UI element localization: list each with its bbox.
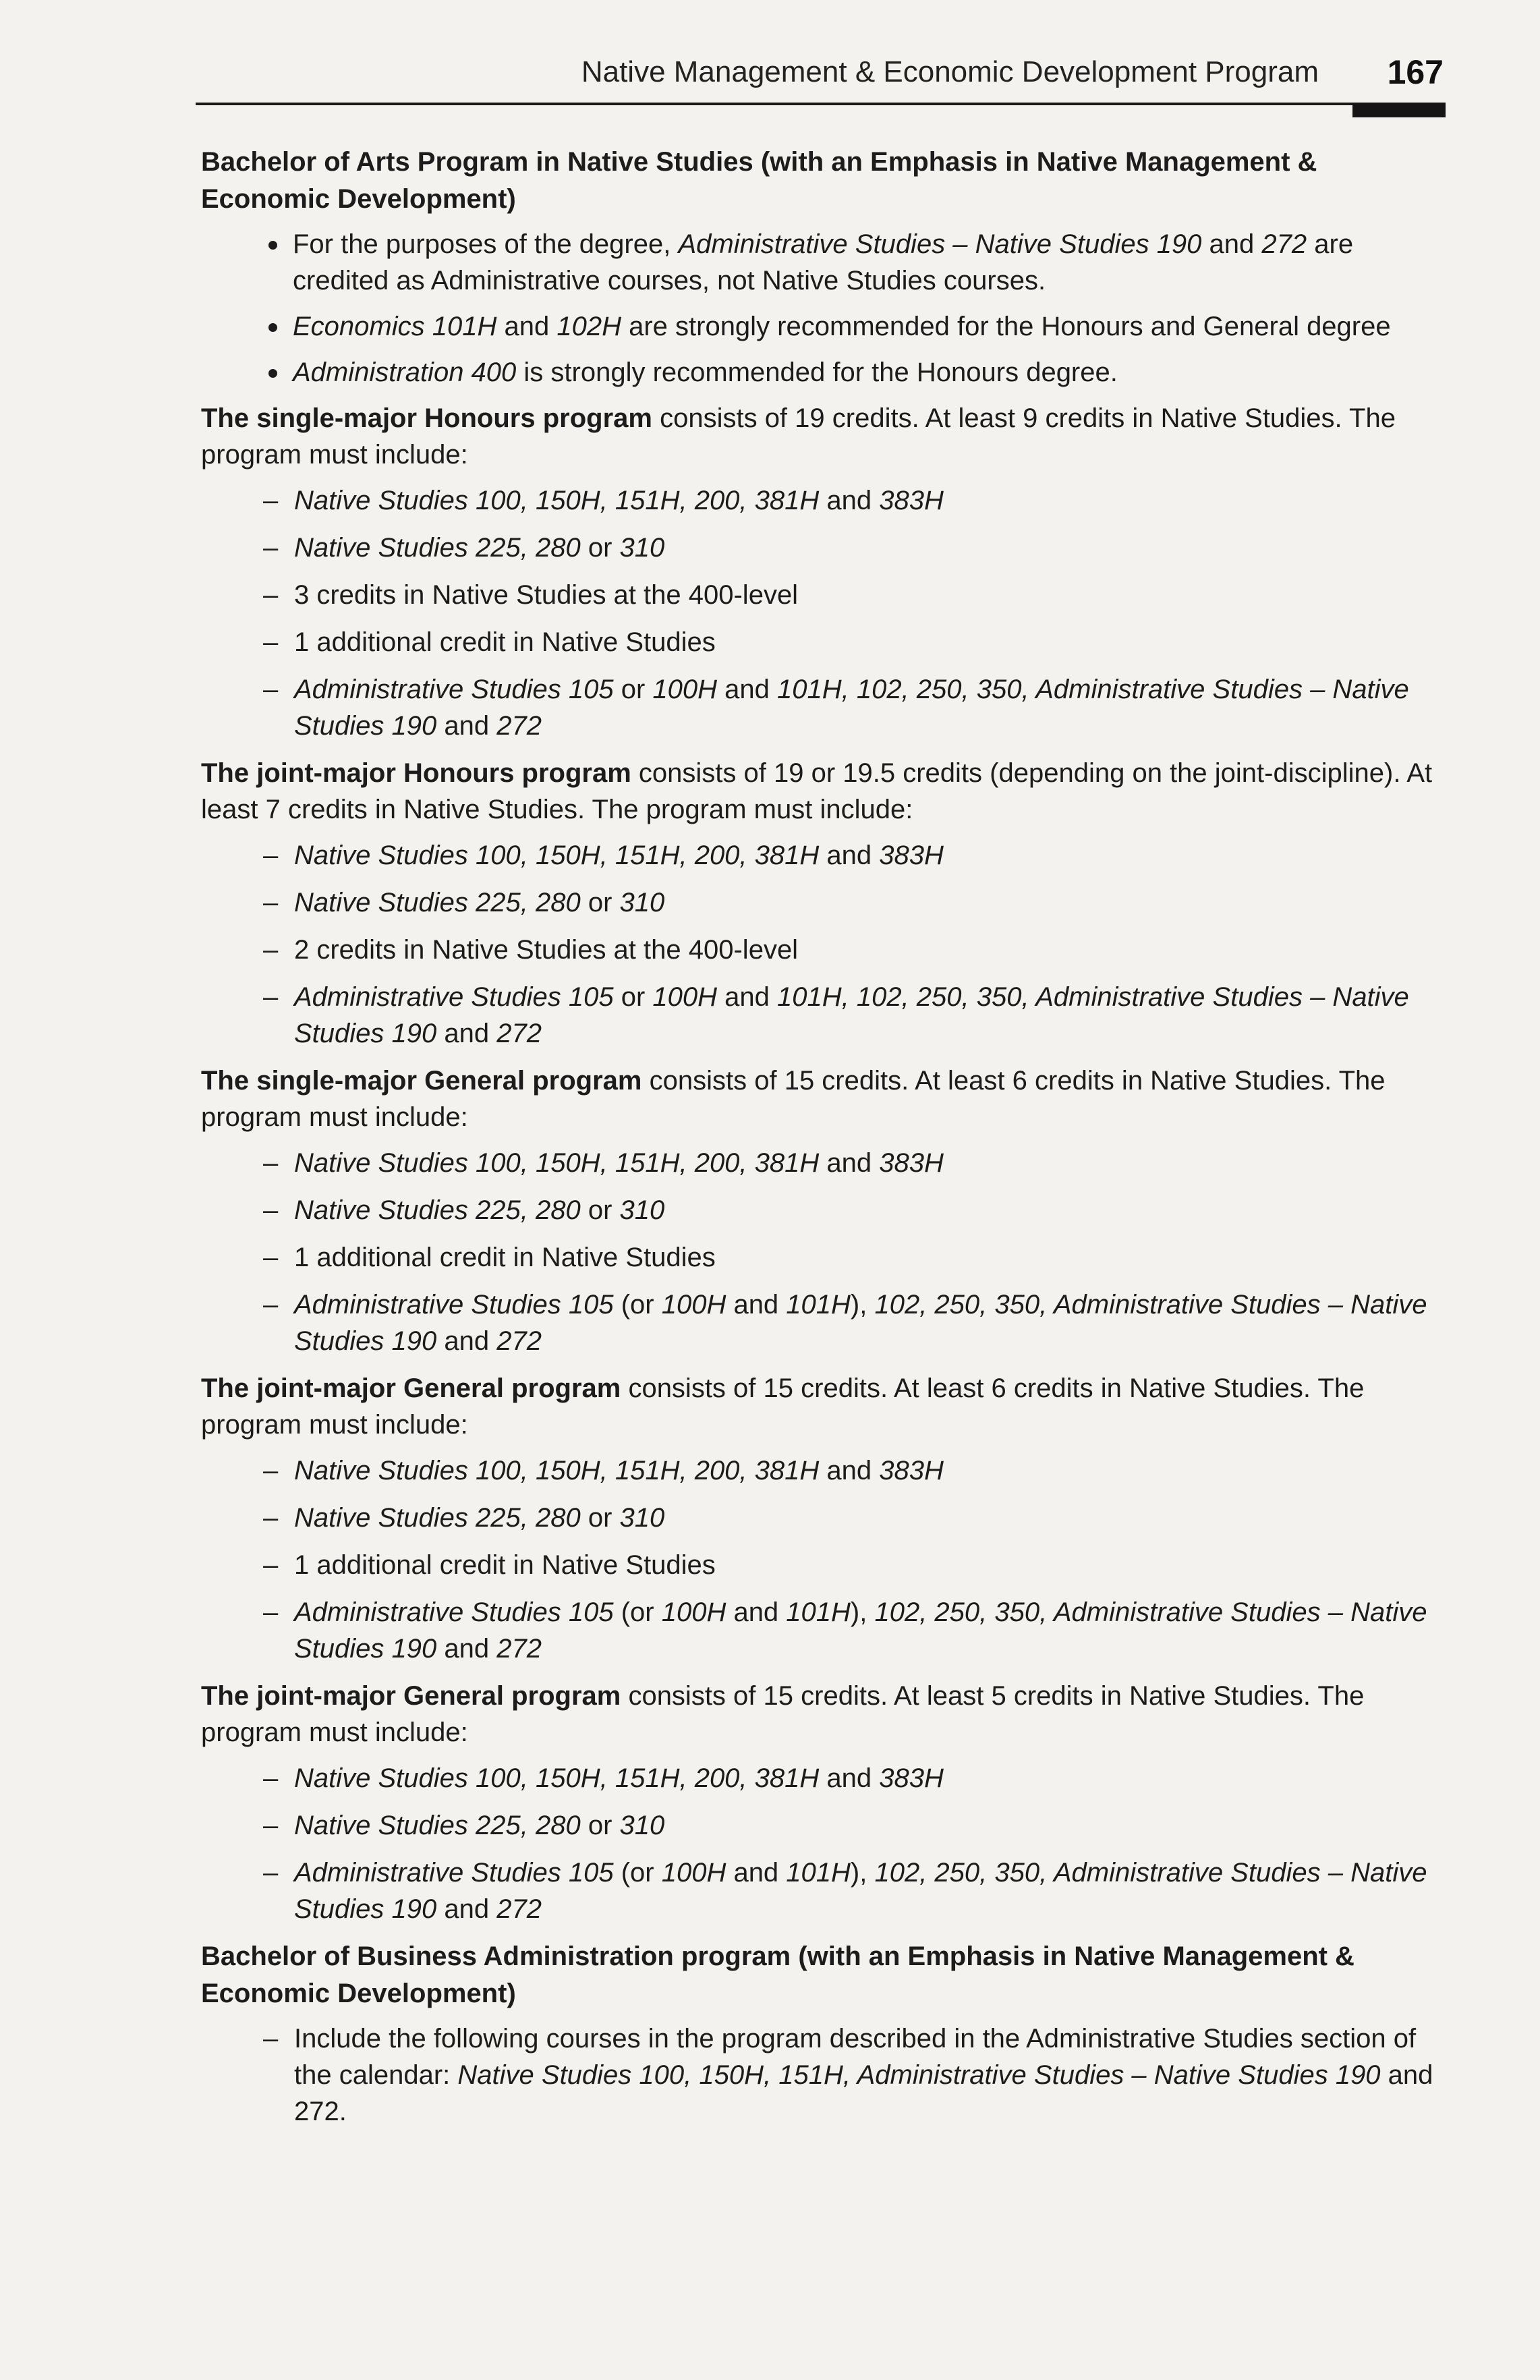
- text-run: and: [819, 1148, 880, 1178]
- program-block: [201, 1370, 1448, 1667]
- degree-section: [201, 1938, 1448, 2130]
- text-run: and: [436, 711, 497, 741]
- text-run: and: [436, 1634, 497, 1664]
- dash-icon: –: [263, 982, 279, 1012]
- program-intro: [201, 400, 1448, 473]
- text-run: or: [613, 982, 653, 1012]
- italic-course-ref: 383H: [879, 1763, 944, 1793]
- dash-icon: –: [263, 675, 279, 704]
- text-run: and: [726, 1290, 787, 1320]
- requirements-list: [201, 1145, 1448, 1359]
- program-name: The joint-major Honours program: [201, 758, 631, 788]
- program-description: consists of 15 credits. At least 6 credits in Native Studies. The program must include:: [201, 1066, 1386, 1132]
- bullet-icon: [268, 369, 277, 378]
- requirement-item: [201, 1192, 1448, 1228]
- requirement-item: [201, 979, 1448, 1052]
- text-run: 1 additional credit in Native Studies: [294, 1243, 716, 1272]
- program-block: [201, 400, 1448, 744]
- dash-icon: –: [263, 486, 279, 515]
- text-run: are strongly recommended for the Honours and General degree: [621, 312, 1391, 341]
- italic-course-ref: Native Studies 225, 280: [294, 1811, 581, 1840]
- section-heading: Bachelor of Arts Program in Native Studies (with an Emphasis in Native Management & Economic Development): [201, 147, 1317, 214]
- italic-course-ref: 383H: [879, 486, 944, 515]
- text-run: or: [580, 1811, 620, 1840]
- text-run: and: [496, 312, 557, 341]
- text-run: and: [717, 982, 777, 1012]
- italic-course-ref: Native Studies 225, 280: [294, 888, 581, 917]
- italic-course-ref: Native Studies 225, 280: [294, 533, 581, 563]
- requirement-item: [201, 1452, 1448, 1489]
- requirement-item: [201, 624, 1448, 660]
- text-run: Include the following courses in the program described in the Administrative Studies section of the calendar:: [294, 2024, 1417, 2090]
- program-name: The joint-major General program: [201, 1373, 621, 1403]
- dash-icon: –: [263, 1243, 279, 1272]
- bullet-icon: [268, 323, 277, 332]
- program-intro: [201, 1678, 1448, 1751]
- italic-course-ref: Administrative Studies – Native Studies 190: [678, 229, 1202, 259]
- text-run: ),: [850, 1290, 875, 1320]
- italic-course-ref: Native Studies 100, 150H, 151H, Administrative Studies – Native Studies 190: [457, 2060, 1381, 2090]
- requirements-list: [201, 482, 1448, 744]
- italic-course-ref: Administrative Studies 105: [294, 675, 614, 704]
- degree-section: [201, 144, 1448, 1927]
- program-block: [201, 2020, 1448, 2130]
- italic-course-ref: Native Studies 225, 280: [294, 1503, 581, 1533]
- italic-course-ref: Administrative Studies 105: [294, 982, 614, 1012]
- text-run: ),: [850, 1597, 875, 1627]
- italic-course-ref: 310: [619, 888, 665, 917]
- italic-course-ref: Native Studies 100, 150H, 151H, 200, 381H: [294, 486, 820, 515]
- text-run: and: [436, 1894, 497, 1924]
- italic-course-ref: 272: [496, 1634, 542, 1664]
- italic-course-ref: 102H: [557, 312, 621, 341]
- italic-course-ref: Native Studies 100, 150H, 151H, 200, 381H: [294, 1456, 820, 1485]
- text-run: or: [613, 675, 653, 704]
- italic-course-ref: 101H, 102, 250, 350, Administrative Studies – Native Studies 190: [294, 675, 1409, 741]
- text-run: and: [436, 1326, 497, 1356]
- dash-icon: –: [263, 1148, 279, 1178]
- text-run: and 272.: [294, 2060, 1433, 2126]
- program-block: [201, 1062, 1448, 1359]
- dash-icon: –: [263, 1858, 279, 1888]
- italic-course-ref: Administrative Studies 105: [294, 1597, 614, 1627]
- requirements-list: [201, 1452, 1448, 1667]
- text-run: 3 credits in Native Studies at the 400-level: [294, 580, 799, 610]
- italic-course-ref: 100H: [661, 1290, 726, 1320]
- text-run: and: [436, 1019, 497, 1048]
- text-run: 2 credits in Native Studies at the 400-level: [294, 935, 799, 965]
- italic-course-ref: 310: [619, 533, 665, 563]
- requirements-list: [201, 1760, 1448, 1927]
- italic-course-ref: Native Studies 225, 280: [294, 1195, 581, 1225]
- italic-course-ref: 272: [496, 1894, 542, 1924]
- dash-icon: –: [263, 580, 279, 610]
- italic-course-ref: Administrative Studies 105: [294, 1858, 614, 1888]
- italic-course-ref: 310: [619, 1503, 665, 1533]
- running-title: Native Management & Economic Development Program: [581, 55, 1319, 88]
- bullet-icon: [268, 241, 277, 250]
- dash-icon: –: [263, 1503, 279, 1533]
- italic-course-ref: Administration 400: [293, 358, 517, 387]
- text-run: (or: [613, 1858, 662, 1888]
- italic-course-ref: 100H: [661, 1597, 726, 1627]
- italic-course-ref: 101H: [786, 1597, 851, 1627]
- requirement-item: [201, 884, 1448, 921]
- text-run: or: [580, 1503, 620, 1533]
- requirement-item: [201, 1594, 1448, 1667]
- text-run: and: [819, 1456, 880, 1485]
- program-description: consists of 19 credits. At least 9 credits in Native Studies. The program must include:: [201, 403, 1396, 470]
- requirement-item: [201, 530, 1448, 566]
- text-run: and: [819, 486, 880, 515]
- text-run: is strongly recommended for the Honours degree.: [516, 358, 1118, 387]
- italic-course-ref: 102, 250, 350, Administrative Studies – Native Studies 190: [294, 1858, 1427, 1924]
- requirement-item: [201, 1500, 1448, 1536]
- requirement-item: [201, 1760, 1448, 1796]
- requirement-item: [201, 1807, 1448, 1844]
- italic-course-ref: Native Studies 100, 150H, 151H, 200, 381H: [294, 1763, 820, 1793]
- notes-list: [201, 226, 1448, 391]
- italic-course-ref: 101H: [786, 1290, 851, 1320]
- italic-course-ref: Administrative Studies 105: [294, 1290, 614, 1320]
- dash-icon: –: [263, 935, 279, 965]
- program-intro: [201, 755, 1448, 828]
- program-block: [201, 755, 1448, 1052]
- requirement-item: [201, 1854, 1448, 1927]
- dash-icon: –: [263, 1195, 279, 1225]
- dash-icon: –: [263, 627, 279, 657]
- requirement-item: [201, 577, 1448, 613]
- dash-icon: –: [263, 2024, 279, 2053]
- italic-course-ref: Native Studies 100, 150H, 151H, 200, 381H: [294, 841, 820, 870]
- italic-course-ref: 272: [496, 1326, 542, 1356]
- italic-course-ref: 101H, 102, 250, 350, Administrative Studies – Native Studies 190: [294, 982, 1409, 1048]
- program-description: consists of 19 or 19.5 credits (depending on the joint-discipline). At least 7 credits in Native Studies. The program must include:: [201, 758, 1433, 824]
- header-rule: [196, 103, 1444, 105]
- italic-course-ref: 272: [1261, 229, 1307, 259]
- requirement-item: [201, 671, 1448, 744]
- requirement-item: [201, 1286, 1448, 1359]
- italic-course-ref: 100H: [661, 1858, 726, 1888]
- italic-course-ref: 272: [496, 711, 542, 741]
- text-run: or: [580, 1195, 620, 1225]
- dash-icon: –: [263, 1290, 279, 1320]
- page-content: [201, 144, 1448, 2141]
- requirement-item: [201, 837, 1448, 874]
- program-name: The single-major Honours program: [201, 403, 652, 433]
- dash-icon: –: [263, 1456, 279, 1485]
- requirement-item: [201, 1239, 1448, 1276]
- italic-course-ref: 102, 250, 350, Administrative Studies – Native Studies 190: [294, 1597, 1427, 1664]
- program-name: The joint-major General program: [201, 1681, 621, 1711]
- text-run: 1 additional credit in Native Studies: [294, 627, 716, 657]
- requirement-item: [201, 2020, 1448, 2130]
- italic-course-ref: 101H: [786, 1858, 851, 1888]
- italic-course-ref: Native Studies 100, 150H, 151H, 200, 381H: [294, 1148, 820, 1178]
- text-run: For the purposes of the degree,: [293, 229, 679, 259]
- text-run: ),: [850, 1858, 875, 1888]
- text-run: (or: [613, 1290, 662, 1320]
- text-run: and: [819, 841, 880, 870]
- text-run: and: [726, 1597, 787, 1627]
- text-run: 1 additional credit in Native Studies: [294, 1550, 716, 1580]
- italic-course-ref: 310: [619, 1195, 665, 1225]
- italic-course-ref: 272: [496, 1019, 542, 1048]
- dash-icon: –: [263, 533, 279, 563]
- text-run: are credited as Administrative courses, not Native Studies courses.: [293, 229, 1354, 295]
- requirement-item: [201, 1145, 1448, 1181]
- text-run: and: [1201, 229, 1262, 259]
- text-run: or: [580, 888, 620, 917]
- program-description: consists of 15 credits. At least 6 credits in Native Studies. The program must include:: [201, 1373, 1365, 1440]
- italic-course-ref: 100H: [652, 675, 717, 704]
- header-tab-marker: [1352, 103, 1446, 117]
- dash-icon: –: [263, 1550, 279, 1580]
- italic-course-ref: 100H: [652, 982, 717, 1012]
- requirement-item: [201, 1547, 1448, 1583]
- page-number: 167: [1387, 53, 1444, 91]
- dash-icon: –: [263, 888, 279, 917]
- text-run: and: [717, 675, 777, 704]
- program-block: [201, 1678, 1448, 1927]
- dash-icon: –: [263, 1811, 279, 1840]
- italic-course-ref: 383H: [879, 1456, 944, 1485]
- dash-icon: –: [263, 1763, 279, 1793]
- italic-course-ref: 383H: [879, 841, 944, 870]
- italic-course-ref: Economics 101H: [293, 312, 497, 341]
- page-header: [196, 55, 1444, 97]
- section-heading: Bachelor of Business Administration program (with an Emphasis in Native Management & Economic Development): [201, 1942, 1354, 2008]
- note-item: [201, 226, 1448, 299]
- requirements-list: [201, 2020, 1448, 2130]
- italic-course-ref: 383H: [879, 1148, 944, 1178]
- requirements-list: [201, 837, 1448, 1052]
- italic-course-ref: 102, 250, 350, Administrative Studies – Native Studies 190: [294, 1290, 1427, 1356]
- dash-icon: –: [263, 841, 279, 870]
- requirement-item: [201, 482, 1448, 519]
- text-run: (or: [613, 1597, 662, 1627]
- program-name: The single-major General program: [201, 1066, 642, 1096]
- program-intro: [201, 1062, 1448, 1135]
- requirement-item: [201, 932, 1448, 968]
- note-item: [201, 354, 1448, 391]
- italic-course-ref: 310: [619, 1811, 665, 1840]
- dash-icon: –: [263, 1597, 279, 1627]
- note-item: [201, 308, 1448, 345]
- text-run: and: [726, 1858, 787, 1888]
- text-run: or: [580, 533, 620, 563]
- program-intro: [201, 1370, 1448, 1443]
- text-run: and: [819, 1763, 880, 1793]
- program-description: consists of 15 credits. At least 5 credits in Native Studies. The program must include:: [201, 1681, 1365, 1747]
